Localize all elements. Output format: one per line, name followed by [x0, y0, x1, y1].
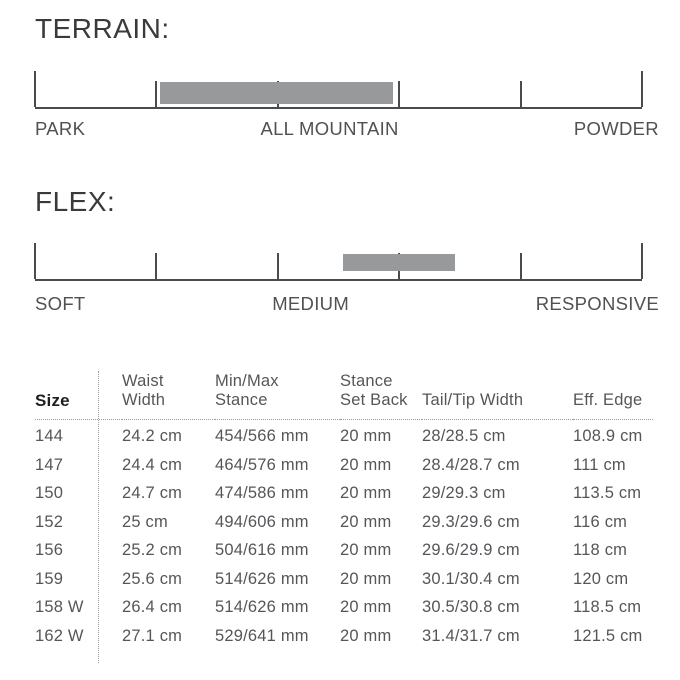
tick-mark: [34, 71, 36, 107]
table-cell: 116 cm: [573, 512, 628, 531]
column-header-tail-tip-width: Tail/Tip Width: [422, 372, 573, 420]
table-row: [35, 479, 653, 508]
tick-mark: [641, 243, 643, 279]
flex-scale: [35, 243, 642, 281]
table-cell: 118.5 cm: [573, 598, 642, 616]
table-cell: 152: [35, 512, 64, 531]
table-cell: 24.2 cm: [122, 427, 183, 445]
tick-mark: [155, 253, 157, 279]
terrain-scale-labels: [35, 118, 659, 140]
table-cell: 464/576 mm: [215, 455, 309, 474]
column-header-size: Size: [35, 372, 122, 420]
flex-scale-labels: [35, 293, 659, 315]
terrain-label-all-mountain: ALL MOUNTAIN: [260, 118, 399, 139]
table-cell: 159: [35, 569, 64, 588]
table-cell: 24.7 cm: [122, 484, 183, 502]
table-cell: 494/606 mm: [215, 512, 309, 531]
column-header-set-back: Stance Set Back: [340, 372, 422, 420]
table-cell: 26.4 cm: [122, 598, 183, 616]
table-cell: 20 mm: [340, 598, 392, 616]
table-cell: 454/566 mm: [215, 427, 309, 445]
flex-section-title: FLEX:: [35, 186, 116, 217]
size-spec-table-container: [35, 372, 653, 650]
table-cell: 108.9 cm: [573, 427, 643, 445]
terrain-label-park: PARK: [35, 118, 86, 139]
table-cell: 111 cm: [573, 455, 626, 474]
table-cell: 118 cm: [573, 541, 628, 559]
column-header-eff-edge: Eff. Edge: [573, 372, 653, 420]
tick-mark: [34, 243, 36, 279]
table-cell: 29.6/29.9 cm: [422, 541, 520, 559]
table-row: [35, 565, 653, 594]
table-cell: 29.3/29.6 cm: [422, 512, 520, 531]
table-cell: 474/586 mm: [215, 484, 309, 502]
table-cell: 20 mm: [340, 512, 392, 531]
table-cell: 28.4/28.7 cm: [422, 455, 520, 474]
column-header-width: Waist Width: [122, 372, 215, 420]
table-cell: 121.5 cm: [573, 626, 643, 645]
table-cell: 514/626 mm: [215, 569, 309, 588]
size-spec-table: [35, 372, 653, 650]
table-cell: 29/29.3 cm: [422, 484, 506, 502]
table-cell: 514/626 mm: [215, 598, 309, 616]
table-cell: 150: [35, 484, 64, 502]
table-cell: 25 cm: [122, 512, 168, 531]
table-cell: 30.1/30.4 cm: [422, 569, 520, 588]
tick-mark: [641, 71, 643, 107]
flex-range-bar: [343, 254, 455, 271]
table-row: [35, 508, 653, 537]
terrain-range-bar: [160, 82, 393, 104]
table-row: [35, 593, 653, 622]
tick-mark: [277, 253, 279, 279]
terrain-label-powder: POWDER: [573, 118, 659, 139]
table-row: [35, 622, 653, 651]
tick-mark: [398, 81, 400, 107]
table-cell: 30.5/30.8 cm: [422, 598, 520, 616]
table-row: [35, 536, 653, 565]
table-cell: 504/616 mm: [215, 541, 309, 559]
table-cell: 20 mm: [340, 484, 392, 502]
table-cell: 24.4 cm: [122, 455, 183, 474]
flex-label-medium: MEDIUM: [272, 293, 350, 314]
flex-label-soft: SOFT: [35, 293, 86, 314]
column-header-stance: Min/Max Stance: [215, 372, 340, 420]
terrain-scale: [35, 71, 642, 109]
table-cell: 28/28.5 cm: [422, 427, 506, 445]
table-cell: 20 mm: [340, 427, 392, 445]
tick-mark: [520, 81, 522, 107]
table-row: [35, 451, 653, 480]
flex-label-responsive: RESPONSIVE: [535, 293, 659, 314]
tick-mark: [155, 81, 157, 107]
tick-mark: [520, 253, 522, 279]
table-cell: 31.4/31.7 cm: [422, 626, 520, 645]
table-row: [35, 420, 653, 451]
table-cell: 25.6 cm: [122, 569, 183, 588]
table-header-row: [35, 372, 653, 420]
table-cell: 27.1 cm: [122, 626, 183, 645]
table-cell: 529/641 mm: [215, 626, 309, 645]
table-cell: 158 W: [35, 598, 84, 616]
table-cell: 156: [35, 541, 64, 559]
table-cell: 144: [35, 427, 64, 445]
table-cell: 25.2 cm: [122, 541, 183, 559]
table-cell: 20 mm: [340, 569, 392, 588]
terrain-section-title: TERRAIN:: [35, 13, 170, 44]
table-cell: 20 mm: [340, 455, 392, 474]
table-cell: 113.5 cm: [573, 484, 642, 502]
table-cell: 162 W: [35, 626, 84, 645]
table-cell: 20 mm: [340, 541, 392, 559]
table-cell: 20 mm: [340, 626, 392, 645]
table-cell: 147: [35, 455, 64, 474]
table-cell: 120 cm: [573, 569, 629, 588]
